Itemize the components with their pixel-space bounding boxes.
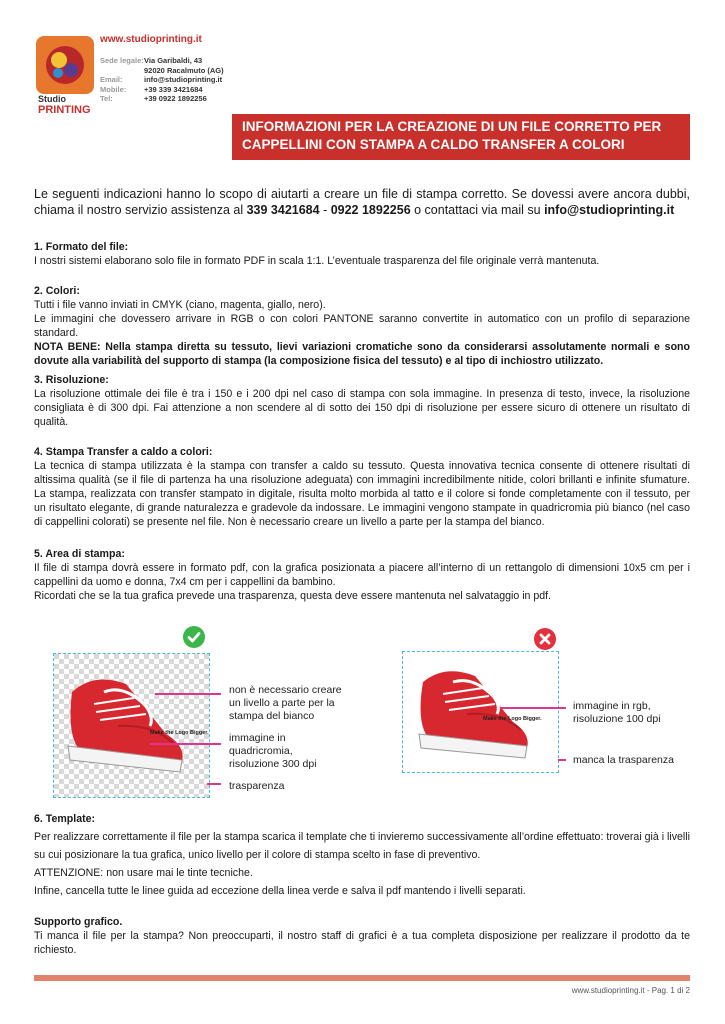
section-heading: 1. Formato del file:	[34, 241, 129, 253]
section-colori	[34, 284, 690, 368]
annotation: trasparenza	[229, 780, 285, 792]
page-number: Pag. 1 di 2	[651, 986, 690, 995]
bad-print-area	[402, 651, 559, 773]
good-shoe-image	[54, 654, 209, 797]
section-heading: 5. Area di stampa:	[34, 548, 125, 560]
section-risoluzione	[34, 373, 690, 429]
section-text: Ricordati che se la tua grafica prevede una trasparenza, questa deve essere mantenuta nel salvataggio in pdf.	[34, 590, 552, 602]
pointer-line	[150, 743, 221, 745]
contact-label: Email:	[100, 75, 123, 84]
annotation: immagine in rgb, risoluzione 100 dpi	[573, 700, 661, 725]
logo-text-bottom: PRINTING	[38, 104, 91, 114]
intro-sep: -	[319, 203, 331, 217]
section-heading: Supporto grafico.	[34, 916, 123, 928]
bad-shoe-image	[403, 652, 558, 772]
section-stampa-transfer	[34, 445, 690, 529]
logo-text-top: Studio	[38, 94, 66, 104]
intro-tel: 0922 1892256	[330, 203, 411, 217]
pointer-line	[500, 707, 566, 709]
section-heading: 3. Risoluzione:	[34, 374, 109, 386]
section-template	[34, 810, 690, 900]
section-formato	[34, 240, 690, 268]
pointer-line	[558, 759, 566, 761]
intro-text: Le seguenti indicazioni hanno lo scopo di aiutarti a creare un file di stampa corretto. Se dovessi avere ancora dubbi, chiama il nostro servizio assistenza al	[34, 187, 690, 217]
page-title: INFORMAZIONI PER LA CREAZIONE DI UN FILE CORRETTO PER CAPPELLINI CON STAMPA A CALDO TRANSFER A COLORI	[232, 114, 690, 160]
section-heading: 6. Template:	[34, 813, 96, 825]
contact-value: +39 0922 1892256	[144, 94, 207, 103]
shoe-print-text: Make the Logo Bigger.	[483, 716, 542, 722]
section-note: NOTA BENE: Nella stampa diretta su tessuto, lievi variazioni cromatiche sono da considerarsi assolutamente normali e sono dovute alla variabilità del supporto di stampa (la composizione fisica del tessuto) e al tipo di inchiostro utilizzato.	[34, 341, 690, 367]
section-text: Tutti i file vanno inviati in CMYK (ciano, magenta, giallo, nero).	[34, 299, 326, 311]
contact-label	[100, 66, 144, 76]
good-print-area	[53, 653, 210, 798]
pointer-line	[155, 693, 221, 695]
contact-value: 92020 Racalmuto (AG)	[144, 65, 224, 75]
section-text: I nostri sistemi elaborano solo file in formato PDF in scala 1:1. L’eventuale trasparenza del file originale verrà mantenuta.	[34, 255, 600, 267]
section-heading: 2. Colori:	[34, 285, 80, 297]
section-text: Per realizzare correttamente il file per la stampa scarica il template che ti invieremo successivamente all’ordine effettuato: troverai già i livelli su cui posizionare la tua grafica, unico livello per il colore di stampa scelto in fase di preventivo.	[34, 831, 690, 861]
section-text: ATTENZIONE: non usare mai le tinte tecniche.	[34, 867, 253, 879]
contact-email[interactable]: info@studioprinting.it	[144, 75, 223, 84]
check-icon	[183, 626, 205, 653]
annotation: manca la trasparenza	[573, 754, 674, 766]
annotation: non è necessario creare un livello a parte per la stampa del bianco	[229, 684, 342, 722]
section-supporto-grafico	[34, 915, 690, 957]
studio-printing-logo	[36, 36, 94, 114]
contact-block	[100, 56, 224, 104]
contact-value: +39 339 3421684	[144, 84, 203, 94]
section-text: La tecnica di stampa utilizzata è la stampa con transfer a caldo su tessuto. Questa innovativa tecnica consente di ottenere risultati di altissima qualità (se il file di partenza ha una risoluzione adeguata) con immagini incredibilmente nitide, colori brillanti e infinite sfumature. La stampa, realizzata con transfer stampato in digitale, risulta molto morbida al tatto e il colore si fonde completamente con il tessuto, per un risultato elegante, di grande naturalezza e gradevole da indossare. Le immagini vengono stampate in quadricromia più bianco (nel caso di cappellini colorati) se presente nel file. Non è necessario creare un livello a parte per la stampa del bianco.	[34, 460, 690, 528]
footer	[400, 986, 690, 995]
footer-divider	[34, 975, 690, 981]
intro-mobile: 339 3421684	[246, 203, 320, 217]
footer-sep: -	[644, 986, 652, 995]
section-text: Il file di stampa dovrà essere in formato pdf, con la grafica posizionata a piacere all’interno di un rettangolo di dimensioni 10x5 cm per i cappellini da uomo e donna, 7x4 cm per i cappellini da bambino.	[34, 562, 690, 588]
footer-url[interactable]: www.studioprinting.it	[571, 986, 645, 995]
contact-label: Tel:	[100, 94, 113, 103]
contact-label: Mobile:	[100, 84, 127, 94]
section-heading: 4. Stampa Transfer a caldo a colori:	[34, 446, 213, 458]
intro-email[interactable]: info@studioprinting.it	[544, 203, 675, 217]
section-text: Le immagini che dovessero arrivare in RGB o con colori PANTONE saranno convertite in automatico con un profilo di separazione standard.	[34, 313, 690, 339]
section-text: Ti manca il file per la stampa? Non preoccuparti, il nostro staff di grafici è a tua completa disposizione per realizzare il prodotto da te richiesto.	[34, 930, 690, 956]
section-text: La risoluzione ottimale dei file è tra i 150 e i 200 dpi nel caso di stampa con sola immagine. In presenza di testo, invece, la risoluzione consigliata è di 300 dpi. Fai attenzione a non scendere al di sotto dei 150 dpi di risoluzione per essere sicuro di ottenere un risultato di qualità.	[34, 388, 690, 428]
annotation: immagine in quadricromia, risoluzione 300 dpi	[229, 732, 317, 770]
contact-value: Via Garibaldi, 43	[144, 56, 203, 65]
pointer-line	[207, 783, 221, 785]
intro-paragraph	[34, 186, 690, 218]
intro-text-mid: o contattaci via mail su	[410, 203, 545, 217]
section-area-stampa	[34, 547, 690, 603]
section-text: Infine, cancella tutte le linee guida ad eccezione della linea verde e salva il pdf mantendo i livelli separati.	[34, 885, 526, 897]
site-url[interactable]: www.studioprinting.it	[100, 34, 202, 45]
contact-label: Sede legale:	[100, 56, 144, 65]
shoe-print-text: Make the Logo Bigger.	[150, 730, 209, 736]
